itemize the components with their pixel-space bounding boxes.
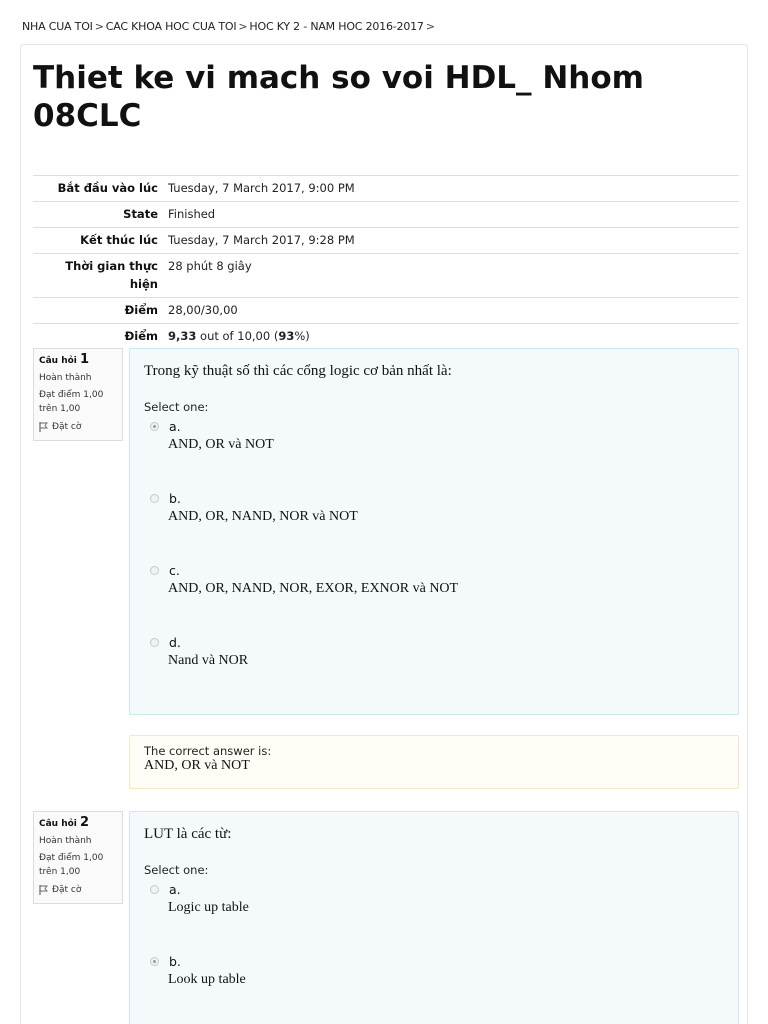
flag-label: Đặt cờ (52, 422, 82, 432)
radio-button[interactable] (150, 885, 159, 894)
question-number: Câu hỏi 1 (39, 352, 90, 367)
summary-row (33, 228, 739, 254)
grade-out-of: out of 10,00 ( (196, 329, 279, 343)
grade-value: 9,33 (168, 329, 197, 343)
flag-question-button[interactable] (39, 420, 117, 434)
question-content-1 (129, 348, 739, 715)
summary-value: Tuesday, 7 March 2017, 9:28 PM (163, 228, 739, 254)
summary-label: Bắt đầu vào lúc (33, 176, 163, 202)
flag-question-button[interactable] (39, 883, 117, 897)
breadcrumb-separator: > (238, 20, 248, 33)
flag-label: Đặt cờ (52, 885, 82, 895)
summary-label: Điểm (33, 298, 163, 324)
summary-value: Tuesday, 7 March 2017, 9:00 PM (163, 176, 739, 202)
option-text: Nand và NOR (168, 653, 249, 668)
question-content-2 (129, 811, 739, 1024)
select-one-label: Select one: (144, 863, 209, 877)
option-text: AND, OR và NOT (168, 437, 274, 452)
summary-row (33, 254, 739, 298)
question-number: Câu hỏi 2 (39, 815, 90, 830)
summary-value: 28,00/30,00 (163, 298, 739, 324)
option-letter: b. (169, 491, 181, 506)
select-one-label: Select one: (144, 400, 209, 414)
breadcrumb-home-link[interactable]: NHA CUA TOI (22, 20, 93, 33)
summary-label: State (33, 202, 163, 228)
option-letter: b. (169, 954, 181, 969)
grade-percent: 93 (278, 329, 295, 343)
breadcrumb-my-courses-link[interactable]: CAC KHOA HOC CUA TOI (105, 20, 237, 33)
page-title: Thiet ke vi mach so voi HDL_ Nhom 08CLC (33, 60, 644, 134)
question-text: LUT là các từ: (144, 826, 232, 842)
attempt-summary-table (33, 175, 739, 350)
flag-icon (39, 422, 48, 432)
summary-value: 28 phút 8 giây (163, 254, 739, 298)
question-info-2 (33, 811, 123, 904)
summary-row (33, 298, 739, 324)
quiz-review-card (20, 44, 748, 1024)
breadcrumb-separator: > (94, 20, 104, 33)
radio-button[interactable] (150, 422, 159, 431)
grade-suffix: %) (294, 329, 310, 343)
radio-button[interactable] (150, 494, 159, 503)
radio-button[interactable] (150, 566, 159, 575)
radio-button[interactable] (150, 957, 159, 966)
option-letter: a. (169, 419, 181, 434)
breadcrumb-semester-link[interactable]: HOC KY 2 - NAM HOC 2016-2017 (249, 20, 424, 33)
option-text: AND, OR, NAND, NOR, EXOR, EXNOR và NOT (168, 581, 459, 596)
radio-button[interactable] (150, 638, 159, 647)
feedback-label: The correct answer is: (144, 744, 272, 758)
question-info-1 (33, 348, 123, 441)
option-text: Look up table (168, 972, 246, 987)
summary-row (33, 176, 739, 202)
correct-answer-feedback (129, 735, 739, 789)
question-grade: Đạt điểm 1,00 trên 1,00 (39, 853, 104, 877)
question-text: Trong kỹ thuật số thì các cổng logic cơ bản nhất là: (144, 363, 452, 379)
option-text: AND, OR, NAND, NOR và NOT (168, 509, 358, 524)
summary-label: Điểm (33, 324, 163, 350)
summary-row (33, 324, 739, 350)
flag-icon (39, 885, 48, 895)
summary-value: Finished (163, 202, 739, 228)
option-letter: a. (169, 882, 181, 897)
option-text: Logic up table (168, 900, 249, 915)
question-state: Hoàn thành (39, 836, 92, 846)
feedback-answer: AND, OR và NOT (144, 758, 250, 773)
summary-value (163, 324, 739, 350)
summary-label: Kết thúc lúc (33, 228, 163, 254)
summary-row (33, 202, 739, 228)
breadcrumb (22, 20, 437, 33)
breadcrumb-separator: > (425, 20, 435, 33)
option-letter: c. (169, 563, 180, 578)
question-grade: Đạt điểm 1,00 trên 1,00 (39, 390, 104, 414)
summary-label: Thời gian thực hiện (33, 254, 163, 298)
question-state: Hoàn thành (39, 373, 92, 383)
option-letter: d. (169, 635, 181, 650)
